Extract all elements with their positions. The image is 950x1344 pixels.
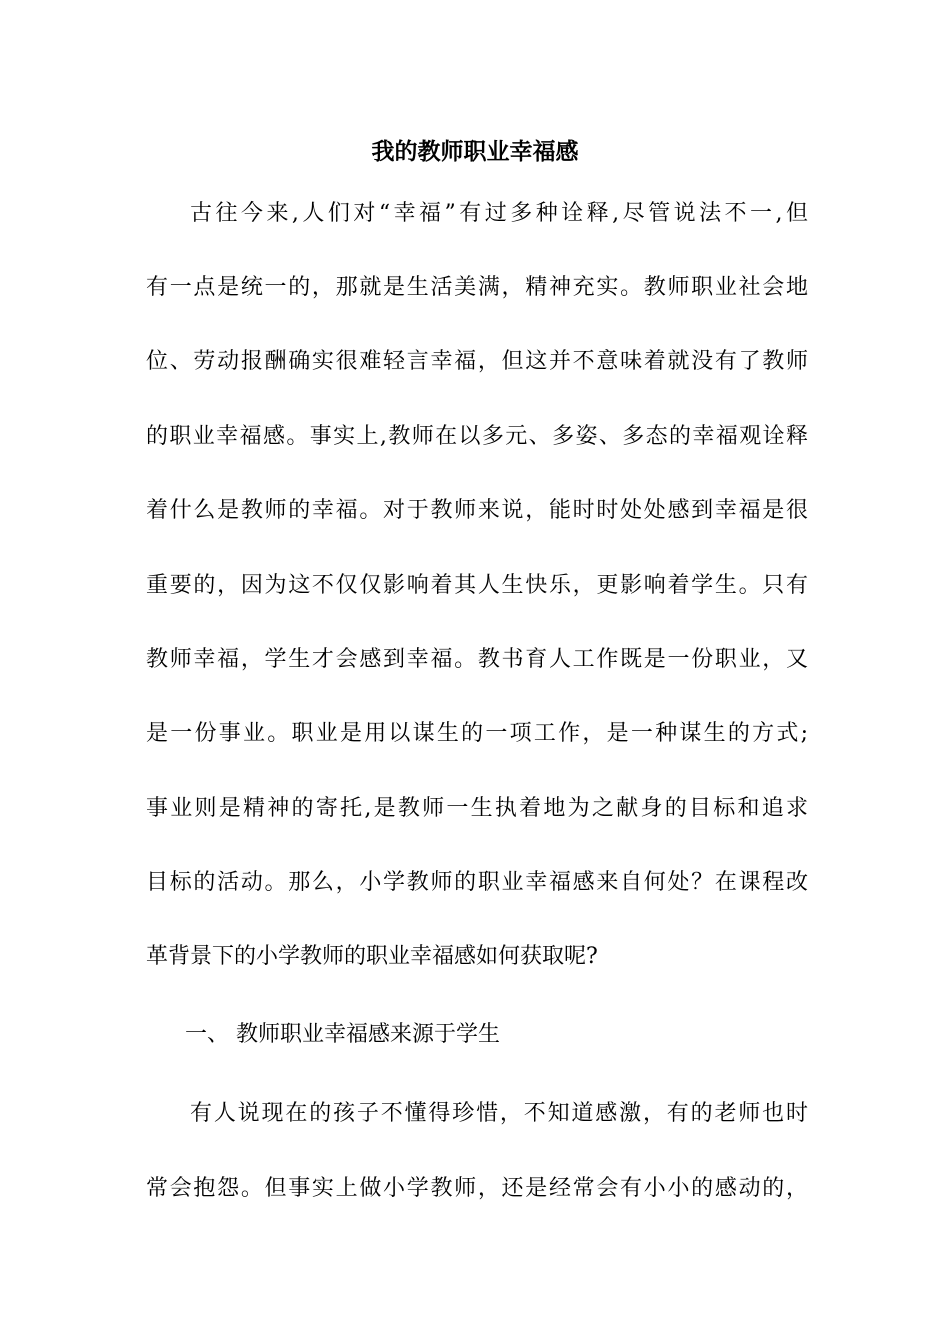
paragraph-line: 目标的活动。那么，小学教师的职业幸福感来自何处？在课程改 <box>146 870 808 895</box>
section-heading: 一、 教师职业幸福感来源于学生 <box>185 1022 500 1047</box>
paragraph-line: 事业则是精神的寄托,是教师一生执着地为之献身的目标和追求 <box>146 796 808 821</box>
paragraph-line: 革背景下的小学教师的职业幸福感如何获取呢? <box>146 944 598 969</box>
paragraph-line: 重要的，因为这不仅仅影响着其人生快乐，更影响着学生。只有 <box>146 573 808 598</box>
paragraph-line: 是一份事业。职业是用以谋生的一项工作，是一种谋生的方式; <box>146 721 808 746</box>
paragraph-line: 有一点是统一的，那就是生活美满，精神充实。教师职业社会地 <box>146 275 808 300</box>
document-title: 我的教师职业幸福感 <box>371 138 579 165</box>
paragraph-line: 着什么是教师的幸福。对于教师来说，能时时处处感到幸福是很 <box>146 498 808 523</box>
paragraph-line: 古往今来,人们对“幸福”有过多种诠释,尽管说法不一,但 <box>190 201 808 226</box>
paragraph-line: 的职业幸福感。事实上,教师在以多元、多姿、多态的幸福观诠释 <box>146 424 808 449</box>
paragraph-line: 有人说现在的孩子不懂得珍惜，不知道感激，有的老师也时 <box>190 1101 808 1126</box>
paragraph-line: 教师幸福，学生才会感到幸福。教书育人工作既是一份职业，又 <box>146 647 808 672</box>
paragraph-line: 位、劳动报酬确实很难轻言幸福，但这并不意味着就没有了教师 <box>146 349 808 374</box>
paragraph-line: 常会抱怨。但事实上做小学教师，还是经常会有小小的感动的， <box>146 1176 808 1201</box>
